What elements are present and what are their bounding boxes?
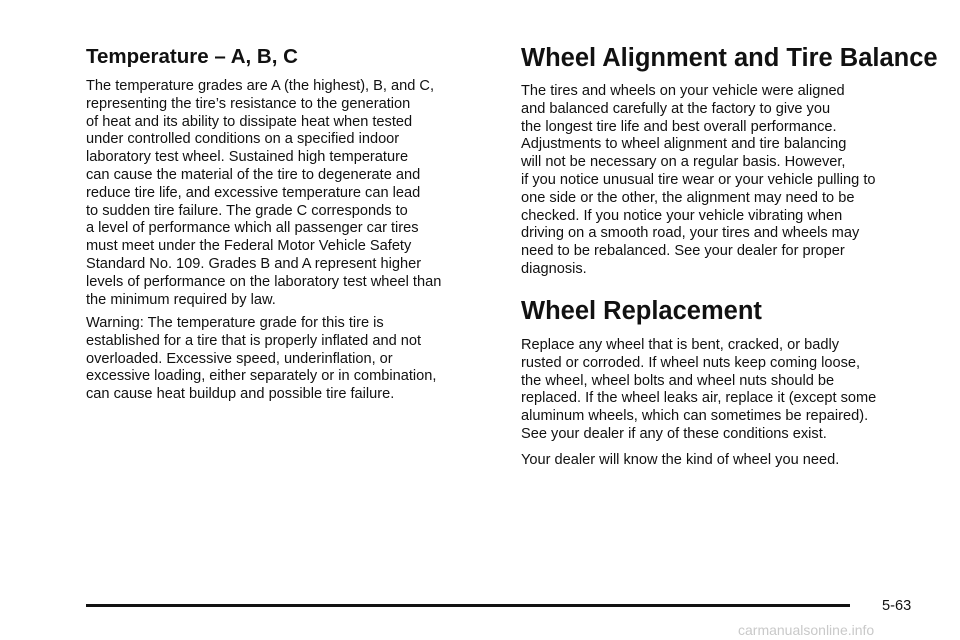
text-line: Your dealer will know the kind of wheel you need. [521,452,840,468]
text-line: Adjustments to wheel alignment and tire balancing [521,136,847,153]
text-line: overloaded. Excessive speed, underinflation, or [86,350,393,367]
paragraph-wheel-replacement [521,337,876,444]
heading-temperature: Temperature – A, B, C [86,45,298,68]
text-line: need to be rebalanced. See your dealer for proper [521,243,845,260]
heading-wheel-replacement: Wheel Replacement [521,297,762,325]
text-line: Standard No. 109. Grades B and A represent higher [86,255,422,272]
text-line: aluminum wheels, which can sometimes be repaired). [521,408,869,425]
watermark: carmanualsonline.info [738,622,875,638]
text-line: will not be necessary on a regular basis. However, [521,154,846,171]
text-line: excessive loading, either separately or in combination, [86,368,437,385]
text-line: under controlled conditions on a specified indoor [86,131,400,148]
text-line: levels of performance on the laboratory test wheel than [86,273,442,290]
text-line: if you notice unusual tire wear or your vehicle pulling to [521,171,876,188]
text-line: must meet under the Federal Motor Vehicle Safety [86,238,412,255]
text-line: replaced. If the wheel leaks air, replace it (except some [521,390,877,407]
page-number: 5-63 [882,598,912,614]
text-line: representing the tire’s resistance to the generation [86,95,411,112]
text-line: The tires and wheels on your vehicle were aligned [521,83,845,99]
text-line: the wheel, wheel bolts and wheel nuts should be [521,372,835,389]
text-line: Warning: The temperature grade for this tire is [86,315,384,331]
text-line: The temperature grades are A (the highest), B, and C, [86,78,435,94]
paragraph-dealer-wheel [521,452,839,470]
paragraph-temperature-warning [86,315,436,404]
text-line: the minimum required by law. [86,291,276,308]
text-line: and balanced carefully at the factory to give you [521,100,831,117]
footer-rule [86,604,850,607]
text-line: can cause heat buildup and possible tire failure. [86,386,395,403]
heading-wheel-alignment: Wheel Alignment and Tire Balance [521,44,938,72]
text-line: can cause the material of the tire to degenerate and [86,166,421,183]
paragraph-wheel-alignment [521,83,876,279]
text-line: diagnosis. [521,260,587,277]
text-line: rusted or corroded. If wheel nuts keep coming loose, [521,354,861,371]
text-line: to sudden tire failure. The grade C corresponds to [86,202,408,219]
text-line: checked. If you notice your vehicle vibrating when [521,207,843,224]
text-line: established for a tire that is properly inflated and not [86,332,422,349]
text-line: reduce tire life, and excessive temperature can lead [86,184,421,201]
text-line: a level of performance which all passenger car tires [86,220,419,237]
text-line: one side or the other, the alignment may need to be [521,189,855,206]
text-line: laboratory test wheel. Sustained high temperature [86,149,409,166]
text-line: See your dealer if any of these conditions exist. [521,425,827,442]
text-line: of heat and its ability to dissipate heat when tested [86,113,413,130]
text-line: Replace any wheel that is bent, cracked, or badly [521,337,839,353]
text-line: the longest tire life and best overall performance. [521,118,837,135]
paragraph-temperature-grades [86,78,441,309]
text-line: driving on a smooth road, your tires and wheels may [521,225,860,242]
